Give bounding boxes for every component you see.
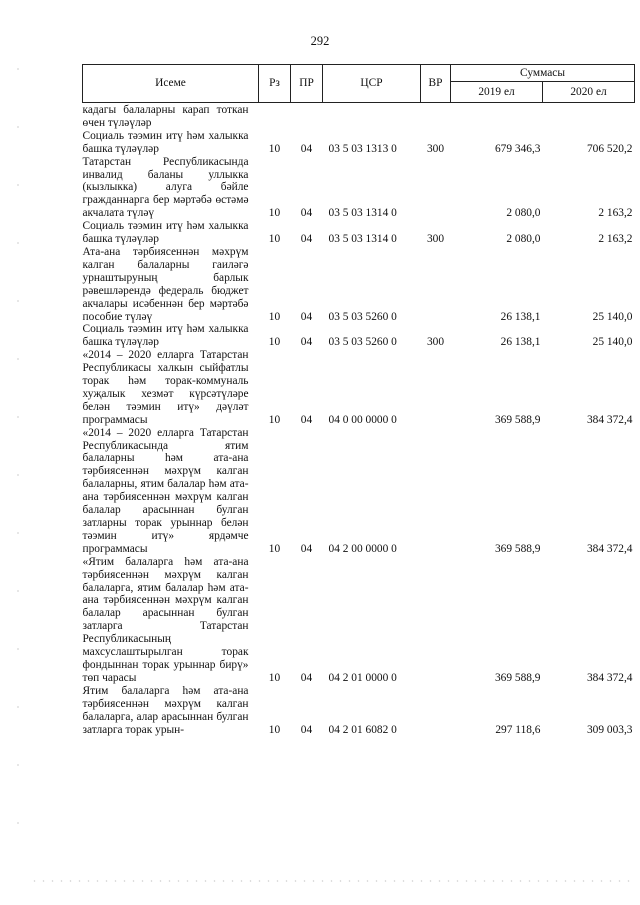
table-body <box>83 103 635 737</box>
row-csr: 03 5 03 1314 0 <box>328 207 397 220</box>
page-number: 292 <box>310 34 330 48</box>
row-sum-2019 <box>451 103 543 130</box>
row-vr <box>421 246 451 323</box>
row-csr <box>323 103 421 130</box>
header-year-2020: 2020 ел <box>543 82 635 103</box>
row-rz: 10 <box>268 233 281 246</box>
row-name: Социаль тәэмин итү һәм халыкка башка түләүләр <box>82 323 249 349</box>
row-vr <box>421 103 451 130</box>
header-pr: ПР <box>291 65 323 103</box>
table-row <box>83 323 635 349</box>
row-rz: 10 <box>268 542 281 555</box>
row-sum-2019: 2 080,0 <box>506 207 541 220</box>
row-name: Татарстан Республикасында инвалид баланы уллыкка (кызлыкка) алуга бәйле гражданнарга бер мәртәбә өстәмә акчалата түләү <box>82 155 249 220</box>
row-pr: 04 <box>300 723 313 736</box>
row-vr <box>421 156 451 221</box>
row-rz: 10 <box>268 207 281 220</box>
row-sum-2019: 369 588,9 <box>494 671 541 684</box>
row-rz <box>259 103 291 130</box>
row-sum-2019: 297 118,6 <box>495 723 541 736</box>
row-csr: 03 5 03 1314 0 <box>328 233 397 246</box>
row-name: «Ятим балаларга һәм ата-ана тәрбиясеннән мәхрүм калган балаларга, ятим балалар һәм ата-ана тәрбиясеннән мәхрүм калган балалар арасыннан булган затларга Татарстан Республикасының махсуслаштырылган торак фондыннан торак урыннар бирү» төп чарасы <box>82 555 249 684</box>
row-sum-2019: 369 588,9 <box>494 413 541 426</box>
row-pr: 04 <box>300 413 313 426</box>
row-pr: 04 <box>300 310 313 323</box>
header-rz: Рз <box>259 65 291 103</box>
row-csr: 03 5 03 5260 0 <box>328 310 397 323</box>
row-sum-2019: 679 346,3 <box>494 142 541 155</box>
row-sum-2020: 309 003,3 <box>586 723 633 736</box>
row-name: кадагы балаларны карап тоткан өчен түләүләр <box>82 104 249 129</box>
row-rz: 10 <box>268 310 281 323</box>
row-sum-2020: 25 140,0 <box>592 310 633 323</box>
row-csr: 04 2 00 0000 0 <box>328 542 397 555</box>
row-vr <box>421 427 451 556</box>
row-pr: 04 <box>300 142 313 155</box>
row-sum-2019: 369 588,9 <box>494 542 541 555</box>
row-sum-2019: 26 138,1 <box>500 336 541 349</box>
row-pr <box>291 103 323 130</box>
row-csr: 03 5 03 5260 0 <box>328 336 397 349</box>
row-name: Социаль тәэмин итү һәм халыкка башка түләүләр <box>82 129 249 155</box>
header-sums: Суммасы <box>451 65 635 82</box>
row-name: Ятим балаларга һәм ата-ана тәрбиясеннән мәхрүм калган балаларга, алар арасыннан булган затларга торак урын- <box>82 684 249 736</box>
row-name: Социаль тәэмин итү һәм халыкка башка түләүләр <box>82 220 249 246</box>
row-rz: 10 <box>268 671 281 684</box>
table-row <box>83 427 635 556</box>
row-pr: 04 <box>300 542 313 555</box>
table-row <box>83 349 635 426</box>
row-csr: 04 0 00 0000 0 <box>328 413 397 426</box>
budget-table <box>82 64 635 736</box>
row-name: «2014 – 2020 елларга Татарстан Республикасында ятим балаларны һәм ата-ана тәрбиясеннән мәхрүм калган балаларны, ятим балалар һәм ата-ана тәрбиясеннән мәхрүм калган балалар арасыннан булган затларны торак урыннар белән тәэмин итү» ярдәмче программасы <box>82 426 249 555</box>
row-csr: 03 5 03 1313 0 <box>328 142 397 155</box>
row-vr <box>421 556 451 685</box>
header-name: Исеме <box>83 65 259 103</box>
bottom-scan-dots <box>30 880 630 882</box>
table-header <box>83 65 635 103</box>
row-vr: 300 <box>426 233 445 246</box>
row-sum-2019: 26 138,1 <box>500 310 541 323</box>
row-name: Ата-ана тәрбиясеннән мәхрүм калган балаларны гаиләгә урнаштыруның барлык рәвешләрендә федераль бюджет акчалары исәбеннән бер мәртәбә пособие түләү <box>82 245 249 323</box>
table-row <box>83 130 635 156</box>
row-sum-2019: 2 080,0 <box>506 233 541 246</box>
row-csr: 04 2 01 6082 0 <box>328 723 397 736</box>
row-sum-2020: 384 372,4 <box>586 671 633 684</box>
header-csr: ЦСР <box>323 65 421 103</box>
row-pr: 04 <box>300 336 313 349</box>
table-row <box>83 685 635 737</box>
table-row <box>83 556 635 685</box>
table-row <box>83 156 635 221</box>
margin-scan-dots <box>17 40 19 840</box>
row-name: «2014 – 2020 елларга Татарстан Республикасы халкын сыйфатлы торак һәм торак-коммуналь хуҗалык хезмәт күрсәтүләре белән тәэмин итү» дәүләт программасы <box>82 349 249 426</box>
row-sum-2020: 384 372,4 <box>586 413 633 426</box>
row-csr: 04 2 01 0000 0 <box>328 671 397 684</box>
row-vr: 300 <box>426 336 445 349</box>
header-year-2019: 2019 ел <box>451 82 543 103</box>
row-rz: 10 <box>268 336 281 349</box>
row-sum-2020 <box>543 103 635 130</box>
row-sum-2020: 2 163,2 <box>598 233 633 246</box>
row-vr <box>421 349 451 426</box>
table-row <box>83 220 635 246</box>
row-pr: 04 <box>300 233 313 246</box>
row-rz: 10 <box>268 413 281 426</box>
row-sum-2020: 2 163,2 <box>598 207 633 220</box>
row-sum-2020: 384 372,4 <box>586 542 633 555</box>
row-rz: 10 <box>268 723 281 736</box>
table-row <box>83 103 635 130</box>
row-pr: 04 <box>300 207 313 220</box>
row-pr: 04 <box>300 671 313 684</box>
row-sum-2020: 706 520,2 <box>586 142 633 155</box>
row-vr <box>421 685 451 737</box>
header-vr: ВР <box>421 65 451 103</box>
row-vr: 300 <box>426 142 445 155</box>
table-row <box>83 246 635 323</box>
row-sum-2020: 25 140,0 <box>592 336 633 349</box>
row-rz: 10 <box>268 142 281 155</box>
